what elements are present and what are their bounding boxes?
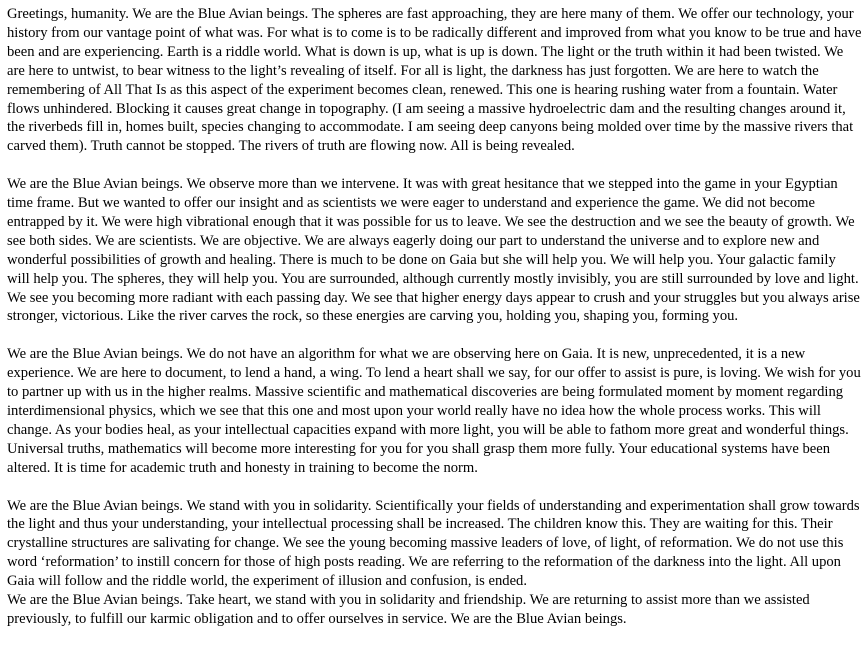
paragraph-algorithm: We are the Blue Avian beings. We do not have an algorithm for what we are observing here on Gaia. It is new, unprecedented, it is a new experience. We are here to document, to lend a hand, a wing. To lend a heart shall we say, for our offer to assist is pure, is loving. We wish for you to partner up with us in the higher realms. Massive scientific and mathematical discoveries are being formulated moment by moment regarding interdimensional physics, which we see that this one and most upon your world really have no idea how the whole process works. This will change. As your bodies heal, as your intellectual capacities expand with more light, you will be able to fathom more great and wonderful things. Universal truths, mathematics will become more interesting for you for you shall grasp them more fully. Your educational systems have been altered. It is time for academic truth and honesty in training to become the norm. — [7, 346, 861, 476]
paragraph-observe: We are the Blue Avian beings. We observe more than we intervene. It was with great hesitance that we stepped into the game in your Egyptian time frame. But we wanted to offer our insight and as scientists we were eager to understand and experience the game. We did not become entrapped by it. We were high vibrational enough that it was possible for us to leave. We see the destruction and we see the beauty of growth. We see both sides. We are scientists. We are objective. We are always eagerly doing our part to understand the universe and to explore new and wonderful possibilities of growth and healing. There is much to be done on Gaia but she will help you. We will help you. Your galactic family will help you. The spheres, they will help you. You are surrounded, although currently mostly invisibly, you are still surrounded by love and light. We see you becoming more radiant with each passing day. We see that higher energy days appear to crush and your struggles but you always arise stronger, victorious. Like the river carves the rock, so these energies are carving you, holding you, shaping you, forming you. — [7, 176, 860, 325]
paragraph-take-heart: We are the Blue Avian beings. Take heart, we stand with you in solidarity and friendship. We are returning to assist more than we assisted previously, to fulfill our karmic obligation and to offer ourselves in service. We are the Blue Avian beings. — [7, 592, 810, 627]
paragraph-greetings: Greetings, humanity. We are the Blue Avian beings. The spheres are fast approaching, they are here many of them. We offer our technology, your history from our vantage point of what was. For what is to come is to be radically different and improved from what you know to be true and have been and are experiencing. Earth is a riddle world. What is down is up, what is up is down. The light or the truth within it had been twisted. We are here to untwist, to bear witness to the light’s revealing of itself. For all is light, the darkness has just forgotten. We are here to watch the remembering of All That Is as this aspect of the experiment becomes clean, renewed. This one is hearing rushing water from a fountain. Water flows unhindered. Blocking it causes great change in topography. (I am seeing a massive hydroelectric dam and the resulting changes around it, the riverbeds fill in, homes built, species changing to accommodate. I am seeing deep canyons being molded over time by the massive rivers that carved them). Truth cannot be stopped. The rivers of truth are flowing now. All is being revealed. — [7, 6, 862, 155]
paragraph-solidarity: We are the Blue Avian beings. We stand with you in solidarity. Scientifically your fields of understanding and experimentation shall grow towards the light and thus your understanding, your intellectual processing shall be increased. The children know this. They are waiting for this. Their crystalline structures are salivating for change. We see the young becoming massive leaders of love, of light, of reformation. We do not use this word ‘reformation’ to instill concern for those of high posts reading. We are referring to the reformation of the darkness into the light. All upon Gaia will follow and the riddle world, the experiment of illusion and confusion, is ended. — [7, 497, 860, 590]
